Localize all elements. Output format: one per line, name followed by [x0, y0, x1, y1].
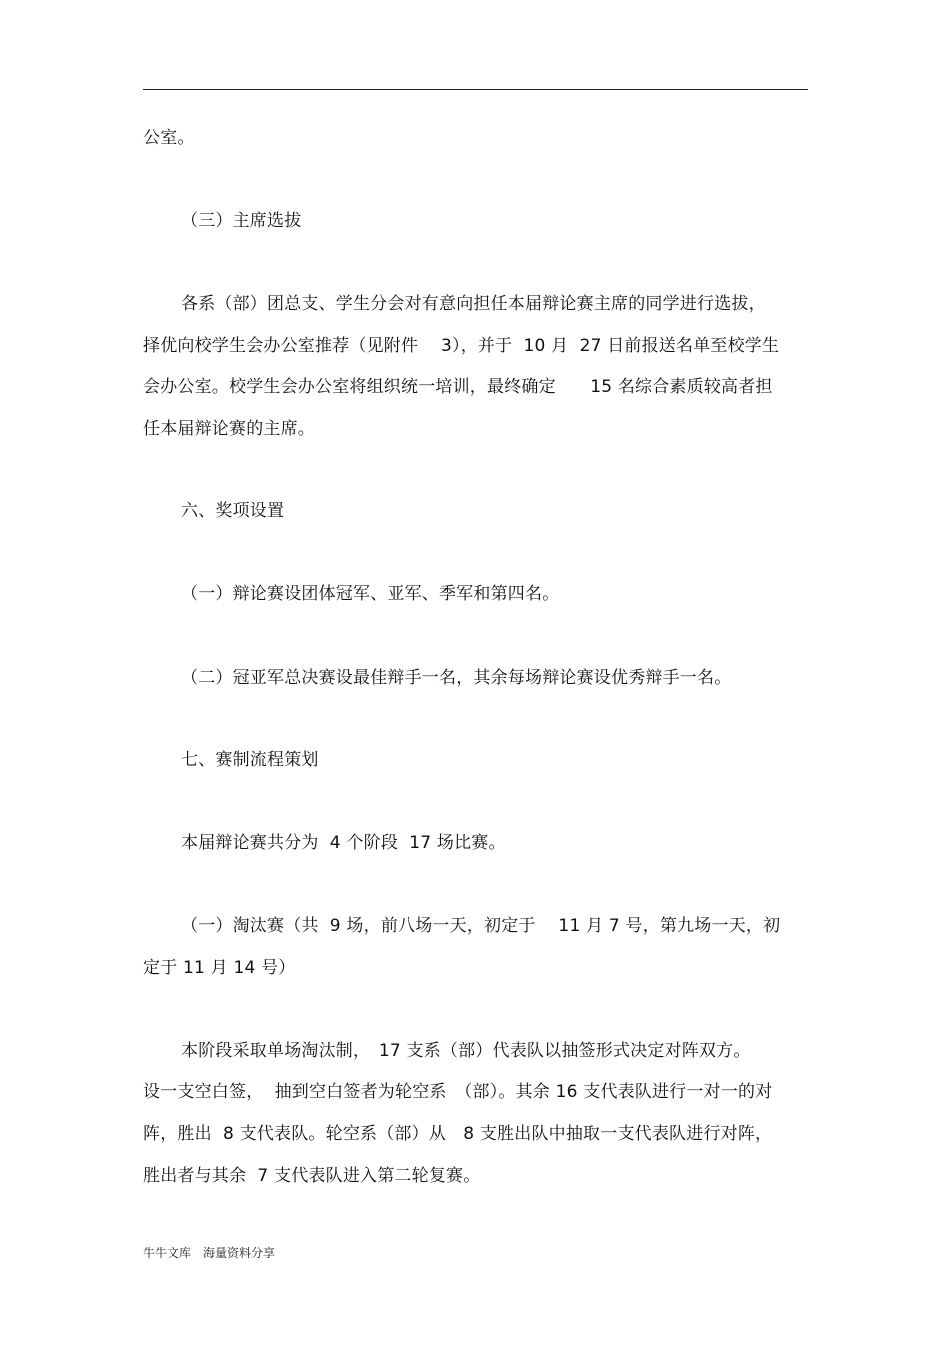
text-line: 胜出者与其余 7 支代表队进入第二轮复赛。: [143, 1166, 481, 1186]
text-line: 各系（部）团总支、学生分会对有意向担任本届辩论赛主席的同学进行选拔，: [181, 294, 766, 314]
text-line: 公室。: [143, 128, 195, 148]
text-line: 本阶段采取单场淘汰制， 17 支系（部）代表队以抽签形式决定对阵双方。: [181, 1041, 751, 1061]
text-line: 择优向校学生会办公室推荐（见附件 3），并于 10 月 27 日前报送名单至校学生: [143, 336, 780, 356]
section-heading: 七、赛制流程策划: [181, 750, 319, 770]
text-line: 设一支空白签， 抽到空白签者为轮空系 （部）。其余 16 支代表队进行一对一的对: [143, 1082, 773, 1102]
text-line: （二）冠亚军总决赛设最佳辩手一名，其余每场辩论赛设优秀辩手一名。: [181, 668, 732, 688]
footer-text: 牛牛文库 海量资料分享: [143, 1246, 276, 1260]
text-line: （一）辩论赛设团体冠军、亚军、季军和第四名。: [181, 584, 560, 604]
text-line: 会办公室。校学生会办公室将组织统一培训，最终确定 15 名综合素质较高者担: [143, 377, 773, 397]
text-line: 定于 11 月 14 号）: [143, 958, 296, 978]
header-rule: [143, 89, 808, 90]
section-heading: （三）主席选拔: [181, 211, 302, 231]
text-line: 本届辩论赛共分为 4 个阶段 17 场比赛。: [181, 833, 506, 853]
text-line: （一）淘汰赛（共 9 场，前八场一天，初定于 11 月 7 号，第九场一天，初: [181, 916, 781, 936]
section-heading: 六、奖项设置: [181, 501, 285, 521]
text-line: 任本届辩论赛的主席。: [143, 419, 315, 439]
text-line: 阵，胜出 8 支代表队。轮空系（部）从 8 支胜出队中抽取一支代表队进行对阵，: [143, 1124, 773, 1144]
